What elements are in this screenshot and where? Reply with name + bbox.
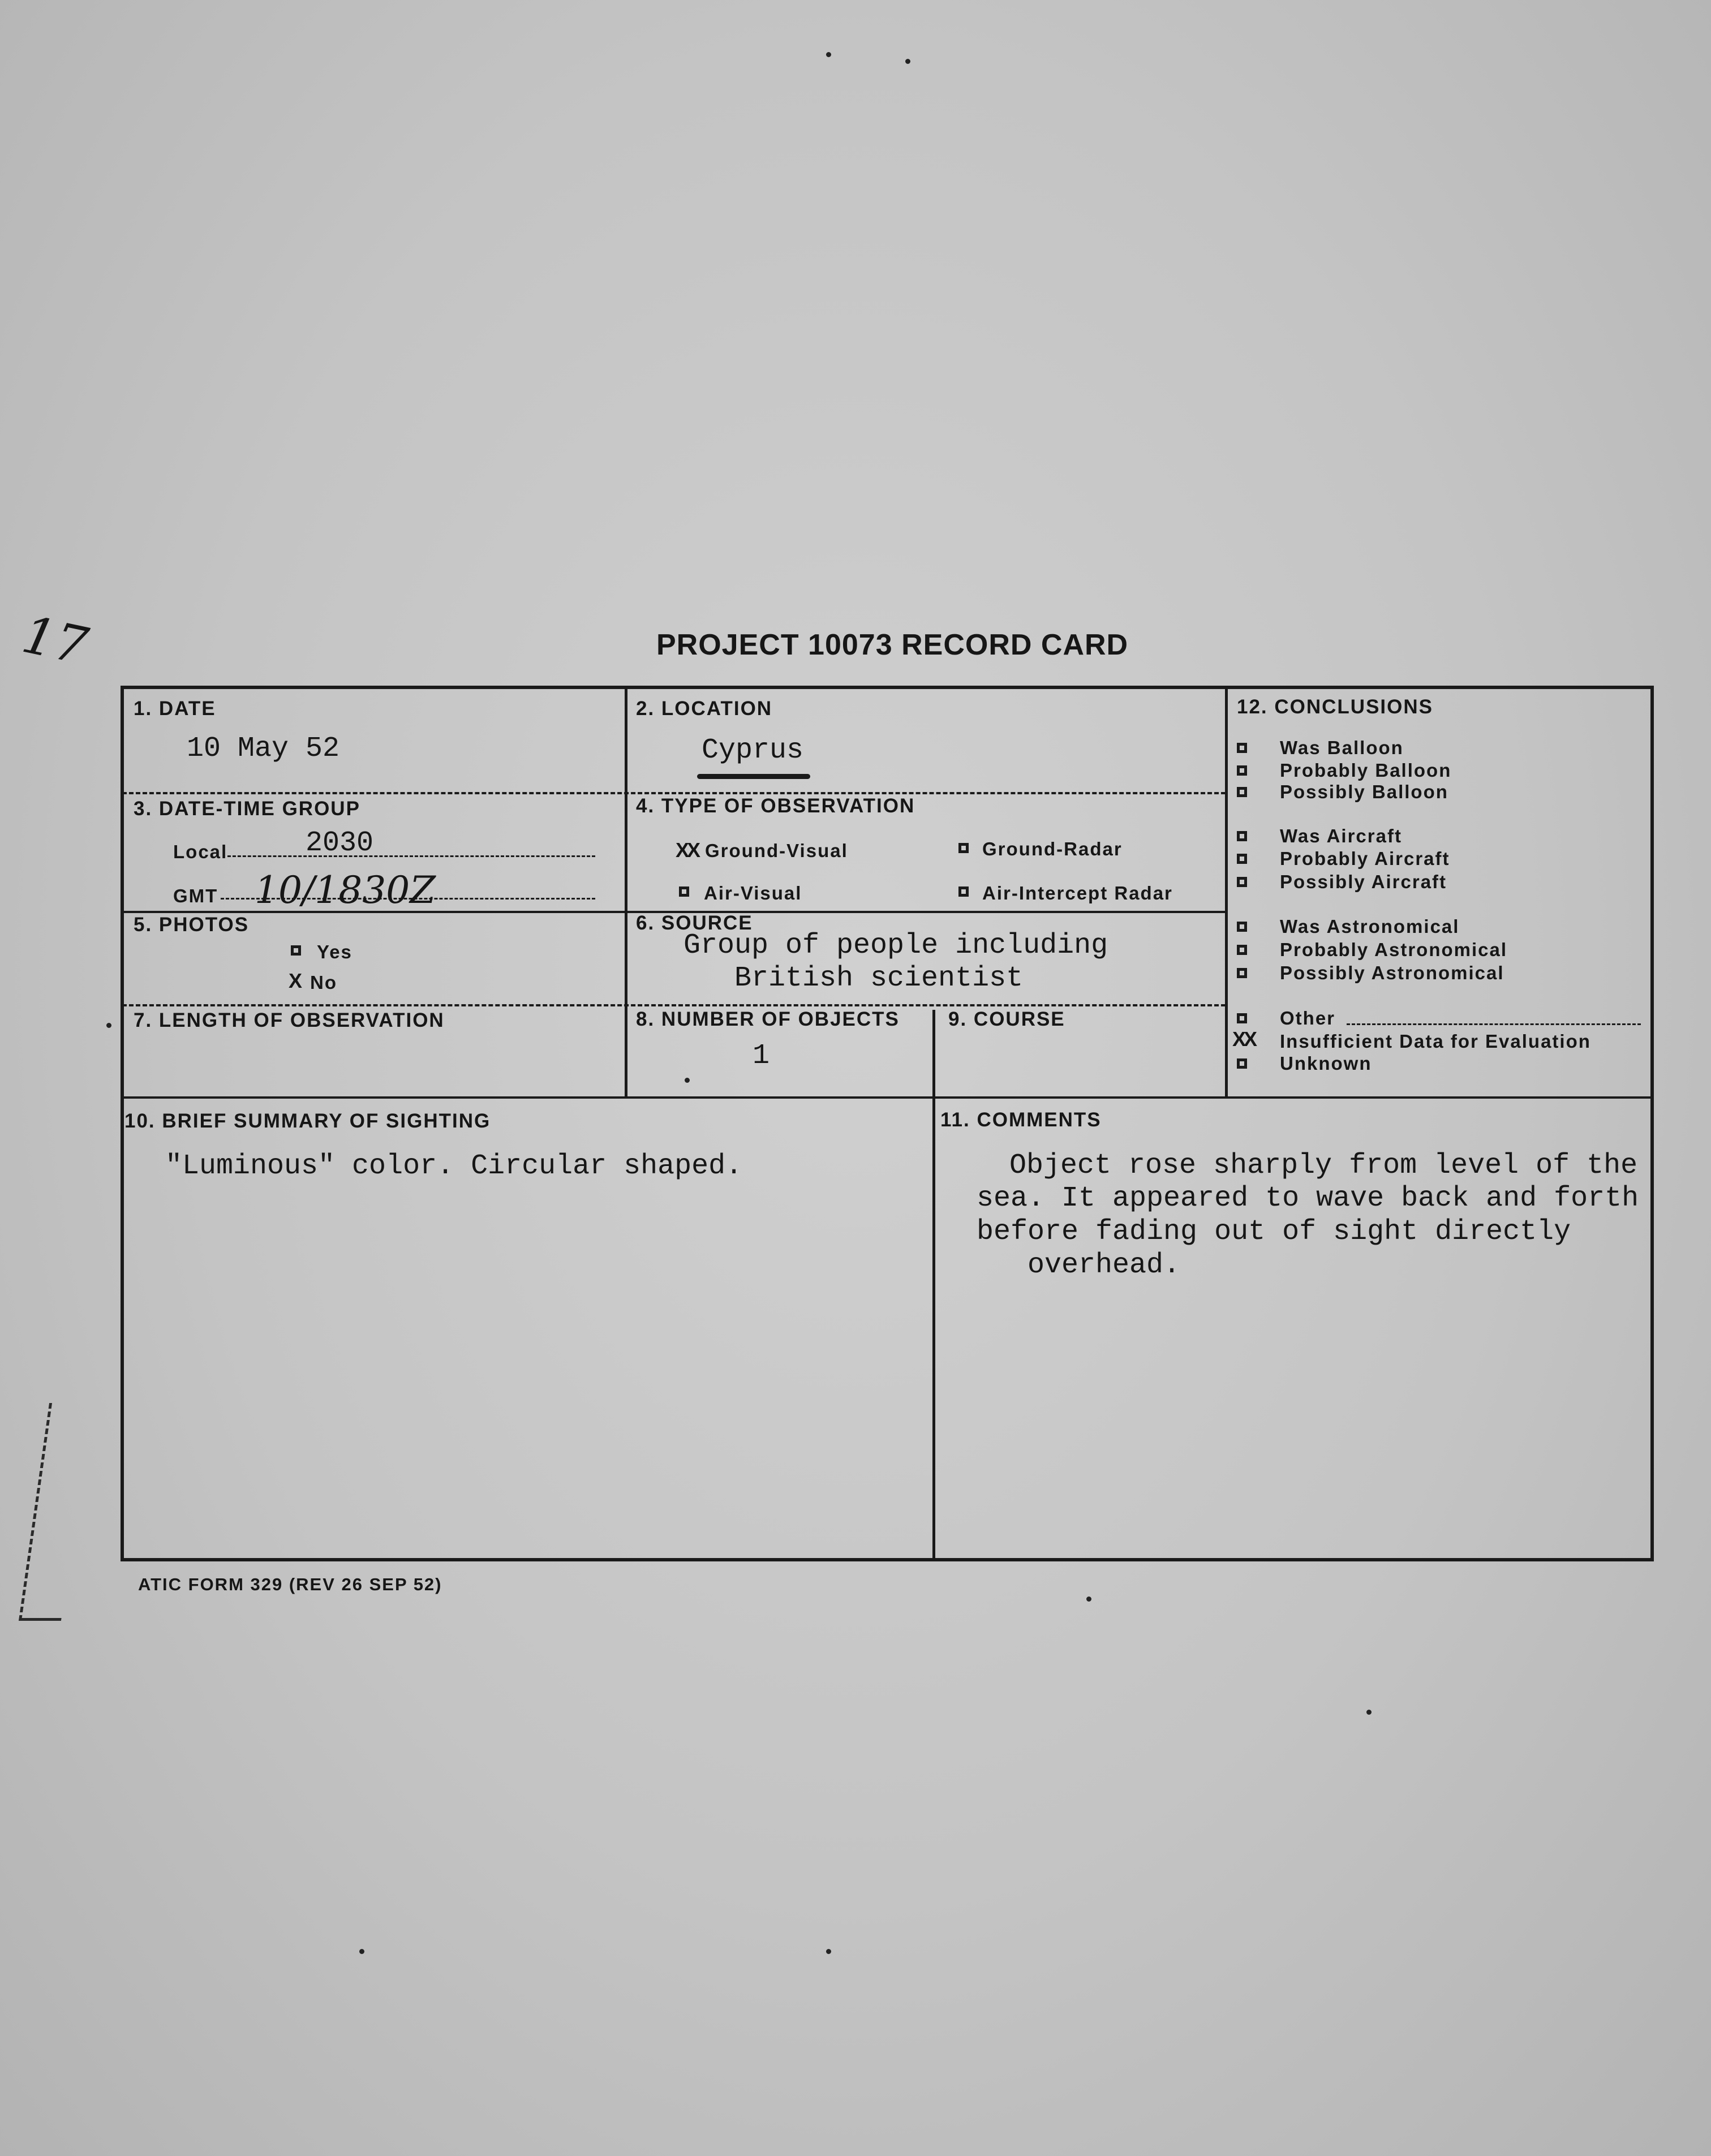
- summary-label: 10. BRIEF SUMMARY OF SIGHTING: [124, 1110, 491, 1132]
- checkbox-unknown: [1237, 1058, 1247, 1069]
- scan-speck: [359, 1949, 364, 1954]
- scan-speck: [905, 59, 910, 64]
- conclusion-insufficient-data: Insufficient Data for Evaluation: [1280, 1031, 1591, 1052]
- conclusion-possibly-astronomical: Possibly Astronomical: [1280, 962, 1504, 983]
- checkbox-possibly-aircraft: [1237, 877, 1247, 887]
- conclusion-was-aircraft: Was Aircraft: [1280, 825, 1402, 846]
- date-time-group-label: 3. DATE-TIME GROUP: [134, 798, 360, 820]
- scan-speck: [685, 1078, 690, 1083]
- divider-summary-comments: [932, 1096, 935, 1560]
- scan-speck: [826, 1949, 831, 1954]
- date-label: 1. DATE: [134, 698, 216, 720]
- option-photos-no: No: [310, 972, 337, 993]
- date-value: 10 May 52: [187, 733, 340, 765]
- insufficient-data-check-mark: XX: [1232, 1027, 1256, 1051]
- comments-line-2: sea. It appeared to wave back and forth: [977, 1182, 1639, 1215]
- checkbox-was-aircraft: [1237, 831, 1247, 841]
- course-label: 9. COURSE: [948, 1008, 1065, 1030]
- conclusion-was-astronomical: Was Astronomical: [1280, 916, 1460, 937]
- checkbox-air-intercept-radar: [958, 887, 969, 897]
- conclusions-label: 12. CONCLUSIONS: [1237, 696, 1433, 718]
- comments-line-1: Object rose sharply from level of the: [1009, 1150, 1638, 1182]
- divider-col1: [625, 686, 627, 1096]
- location-underline: [697, 774, 810, 779]
- checkbox-was-astronomical: [1237, 922, 1247, 932]
- comments-line-4: overhead.: [1028, 1249, 1181, 1281]
- checkbox-ground-radar: [958, 843, 969, 853]
- checkbox-was-balloon: [1237, 743, 1247, 753]
- scan-speck: [106, 1023, 111, 1028]
- side-note: 17: [17, 605, 93, 677]
- local-value: 2030: [306, 827, 374, 859]
- conclusion-other: Other: [1280, 1008, 1336, 1028]
- page-title: PROJECT 10073 RECORD CARD: [656, 629, 1129, 661]
- source-line-1: Group of people including: [683, 929, 1108, 962]
- length-of-observation-label: 7. LENGTH OF OBSERVATION: [134, 1009, 445, 1031]
- conclusion-was-balloon: Was Balloon: [1280, 737, 1404, 758]
- form-footer: ATIC FORM 329 (REV 26 SEP 52): [138, 1574, 442, 1594]
- checkbox-probably-balloon: [1237, 765, 1247, 776]
- comments-line-3: before fading out of sight directly: [977, 1216, 1571, 1248]
- divider-row4: [122, 1096, 1652, 1099]
- location-label: 2. LOCATION: [636, 698, 773, 720]
- checkbox-probably-astronomical: [1237, 945, 1247, 955]
- scan-speck: [1366, 1710, 1372, 1715]
- conclusion-probably-balloon: Probably Balloon: [1280, 760, 1452, 781]
- photos-no-check-mark: X: [289, 969, 300, 992]
- checkbox-probably-aircraft: [1237, 854, 1247, 864]
- checkbox-air-visual: [679, 887, 689, 897]
- divider-row1: [122, 792, 1226, 794]
- divider-objects-course: [932, 1010, 935, 1096]
- margin-mark: [19, 1403, 92, 1621]
- source-label: 6. SOURCE: [636, 912, 753, 934]
- option-ground-radar: Ground-Radar: [982, 838, 1123, 859]
- number-of-objects-value: 1: [753, 1040, 770, 1072]
- conclusion-unknown: Unknown: [1280, 1053, 1372, 1074]
- photos-label: 5. PHOTOS: [134, 914, 250, 936]
- local-label: Local: [173, 841, 228, 862]
- conclusion-probably-aircraft: Probably Aircraft: [1280, 848, 1450, 869]
- conclusion-probably-astronomical: Probably Astronomical: [1280, 939, 1508, 960]
- other-line: [1347, 1013, 1641, 1025]
- scan-speck: [1086, 1596, 1091, 1602]
- option-photos-yes: Yes: [317, 941, 352, 962]
- source-line-2: British scientist: [734, 962, 1024, 995]
- divider-row3: [122, 1004, 1226, 1006]
- ground-visual-check-mark: XX: [676, 838, 699, 862]
- option-air-visual: Air-Visual: [704, 883, 802, 903]
- scan-speck: [826, 52, 831, 57]
- checkbox-possibly-balloon: [1237, 787, 1247, 797]
- checkbox-possibly-astronomical: [1237, 968, 1247, 978]
- checkbox-other: [1237, 1013, 1247, 1023]
- option-ground-visual: Ground-Visual: [705, 840, 848, 861]
- number-of-objects-label: 8. NUMBER OF OBJECTS: [636, 1008, 900, 1030]
- summary-text: "Luminous" color. Circular shaped.: [165, 1150, 743, 1182]
- checkbox-photos-yes: [291, 945, 301, 956]
- conclusion-possibly-balloon: Possibly Balloon: [1280, 781, 1448, 802]
- gmt-label: GMT: [173, 885, 218, 906]
- comments-label: 11. COMMENTS: [940, 1109, 1102, 1131]
- local-line: [227, 843, 595, 857]
- option-air-intercept-radar: Air-Intercept Radar: [982, 883, 1173, 903]
- divider-conclusions: [1225, 686, 1228, 1096]
- location-value: Cyprus: [702, 734, 804, 767]
- observation-type-label: 4. TYPE OF OBSERVATION: [636, 795, 915, 817]
- conclusion-possibly-aircraft: Possibly Aircraft: [1280, 871, 1447, 892]
- gmt-value: 10/1830Z: [255, 868, 436, 912]
